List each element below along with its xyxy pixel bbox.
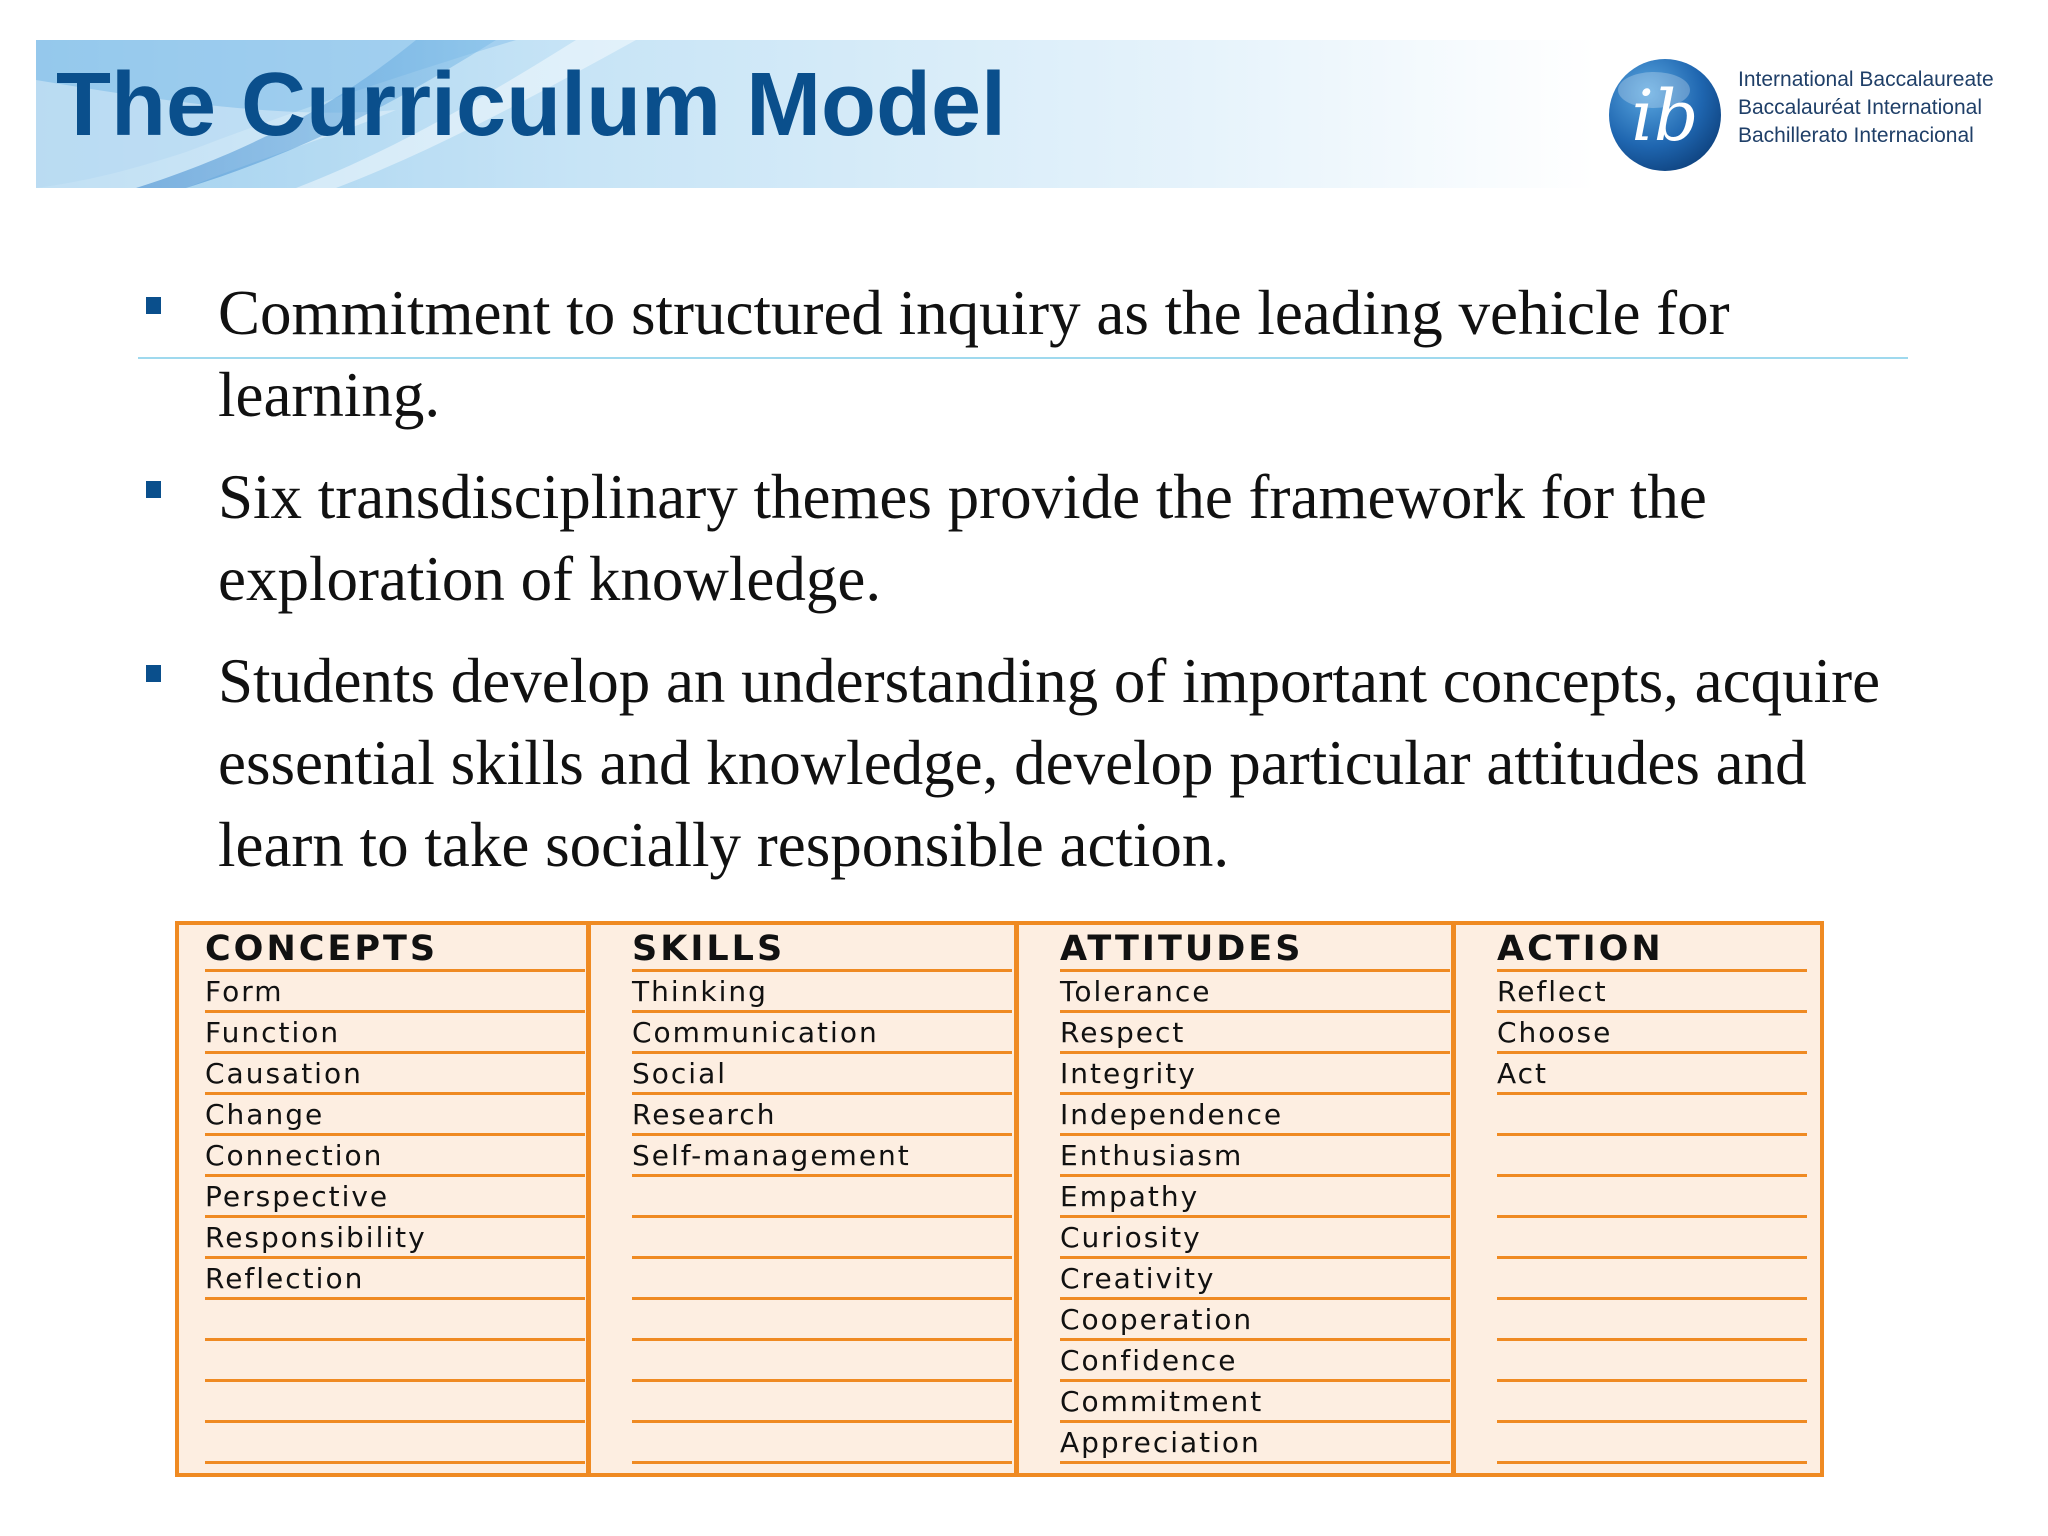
table-cell: Enthusiasm — [1060, 1136, 1450, 1177]
logo-line-fr: Baccalauréat International — [1738, 96, 1982, 119]
table-cell: Creativity — [1060, 1259, 1450, 1300]
table-cell — [205, 1300, 585, 1341]
ib-logo-text — [1738, 66, 1994, 150]
table-cell — [632, 1423, 1012, 1464]
table-column — [1497, 925, 1807, 1464]
column-divider — [586, 925, 591, 1473]
table-cell: Reflect — [1497, 972, 1807, 1013]
ib-logo-letters: ib — [1631, 75, 1699, 157]
slide-title: The Curriculum Model — [56, 55, 1007, 155]
ib-logo — [1606, 52, 2026, 182]
table-cell — [632, 1259, 1012, 1300]
table-cell: Form — [205, 972, 585, 1013]
table-cell: Function — [205, 1013, 585, 1054]
table-cell: Respect — [1060, 1013, 1450, 1054]
column-divider — [1451, 925, 1456, 1473]
table-cell — [205, 1382, 585, 1423]
table-cell: Thinking — [632, 972, 1012, 1013]
bullet-text: Students develop an understanding of important concepts, acquire essential skills and knowledge, develop particular attitudes and learn to take socially responsible action. — [218, 646, 1881, 880]
bullet-text: Six transdisciplinary themes provide the framework for the exploration of knowledge. — [218, 462, 1707, 614]
table-cell — [1497, 1218, 1807, 1259]
table-cell: Change — [205, 1095, 585, 1136]
table-column — [632, 925, 1012, 1464]
square-bullet-icon — [146, 481, 161, 498]
table-cell — [632, 1341, 1012, 1382]
table-cell: Commitment — [1060, 1382, 1450, 1423]
table-cell — [632, 1218, 1012, 1259]
table-column — [1060, 925, 1450, 1464]
table-cell: Curiosity — [1060, 1218, 1450, 1259]
table-cell: Tolerance — [1060, 972, 1450, 1013]
logo-line-es: Bachillerato Internacional — [1738, 124, 1974, 147]
table-cell — [1497, 1423, 1807, 1464]
column-header: ATTITUDES — [1060, 925, 1450, 972]
bullet-list — [142, 272, 1922, 906]
table-cell — [1497, 1095, 1807, 1136]
table-cell: Act — [1497, 1054, 1807, 1095]
table-cell — [1497, 1341, 1807, 1382]
column-divider — [1014, 925, 1019, 1473]
table-cell — [1497, 1382, 1807, 1423]
table-cell — [205, 1341, 585, 1382]
bullet-item — [142, 456, 1922, 620]
table-cell — [1497, 1177, 1807, 1218]
bullet-item — [142, 272, 1922, 436]
table-cell — [632, 1177, 1012, 1218]
table-cell: Cooperation — [1060, 1300, 1450, 1341]
table-cell — [1497, 1136, 1807, 1177]
table-cell: Research — [632, 1095, 1012, 1136]
ib-logo-icon — [1606, 56, 1724, 174]
table-cell: Self-management — [632, 1136, 1012, 1177]
square-bullet-icon — [146, 665, 161, 682]
table-cell: Appreciation — [1060, 1423, 1450, 1464]
table-cell — [205, 1423, 585, 1464]
table-cell: Perspective — [205, 1177, 585, 1218]
table-cell: Communication — [632, 1013, 1012, 1054]
column-header: CONCEPTS — [205, 925, 585, 972]
bullet-text: Commitment to structured inquiry as the leading vehicle for learning. — [218, 278, 1730, 430]
column-header: ACTION — [1497, 925, 1807, 972]
table-cell: Integrity — [1060, 1054, 1450, 1095]
table-cell: Empathy — [1060, 1177, 1450, 1218]
table-cell — [632, 1300, 1012, 1341]
table-cell: Choose — [1497, 1013, 1807, 1054]
table-cell: Confidence — [1060, 1341, 1450, 1382]
table-cell: Causation — [205, 1054, 585, 1095]
square-bullet-icon — [146, 297, 161, 314]
table-cell: Independence — [1060, 1095, 1450, 1136]
table-column — [205, 925, 585, 1464]
column-header: SKILLS — [632, 925, 1012, 972]
table-cell — [632, 1382, 1012, 1423]
essential-elements-table — [175, 921, 1824, 1477]
logo-line-en: International Baccalaureate — [1738, 68, 1994, 91]
bullet-item — [142, 640, 1922, 886]
table-cell: Responsibility — [205, 1218, 585, 1259]
table-cell: Reflection — [205, 1259, 585, 1300]
table-cell: Social — [632, 1054, 1012, 1095]
table-cell — [1497, 1259, 1807, 1300]
table-cell: Connection — [205, 1136, 585, 1177]
table-cell — [1497, 1300, 1807, 1341]
